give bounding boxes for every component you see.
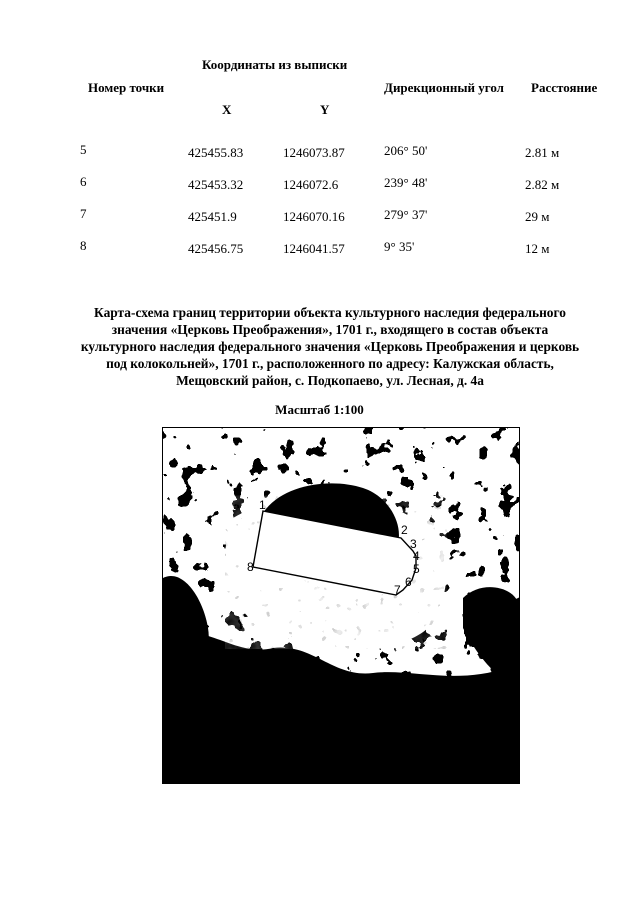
bearing-header: Дирекционный угол [384,80,504,95]
bearing-value: 206° 50' [384,143,428,158]
y-value: 1246072.6 [283,177,339,192]
point-number: 7 [80,206,87,221]
caption-line: Мещовский район, с. Подкопаево, ул. Лесная, д. 4а [176,373,484,388]
caption-line: культурного наследия федерального значения «Церковь Преображения и церковь [80,339,580,354]
point-number-header: Номер точки [88,80,165,95]
y-value: 1246073.87 [283,145,345,160]
distance-value: 2.81 м [525,145,560,160]
caption-line: значения «Церковь Преображения», 1701 г., входящего в состав объекта [111,322,549,337]
y-header: Y [320,102,330,117]
caption-line: Карта-схема границ территории объекта культурного наследия федерального [94,305,566,320]
x-value: 425456.75 [188,241,244,256]
map-caption [60,304,600,389]
y-value: 1246070.16 [283,209,345,224]
bearing-value: 239° 48' [384,175,428,190]
distance-value: 2.82 м [525,177,560,192]
point-label-8: 8 [247,560,254,574]
point-number: 8 [80,238,87,253]
bearing-value: 279° 37' [384,207,428,222]
point-label-1: 1 [259,498,266,512]
point-label-6: 6 [405,575,412,589]
point-label-4: 4 [413,549,420,563]
coords-header: Координаты из выписки [202,57,348,72]
x-value: 425451.9 [188,209,237,224]
point-label-5: 5 [413,562,420,576]
x-value: 425455.83 [188,145,244,160]
y-value: 1246041.57 [283,241,345,256]
caption-line: под колокольней», 1701 г., расположенного по адресу: Калужская область, [106,356,554,371]
aerial-map [162,427,520,784]
point-label-7: 7 [394,583,401,597]
distance-value: 12 м [525,241,550,256]
point-number: 6 [80,174,87,189]
x-header: X [222,102,232,117]
point-label-3: 3 [410,537,417,551]
distance-header: Расстояние [531,80,598,95]
map-svg [163,428,519,783]
x-value: 425453.32 [188,177,244,192]
point-number: 5 [80,142,87,157]
distance-value: 29 м [525,209,550,224]
point-label-2: 2 [401,523,408,537]
bearing-value: 9° 35' [384,239,415,254]
scale-label: Масштаб 1:100 [275,402,364,417]
